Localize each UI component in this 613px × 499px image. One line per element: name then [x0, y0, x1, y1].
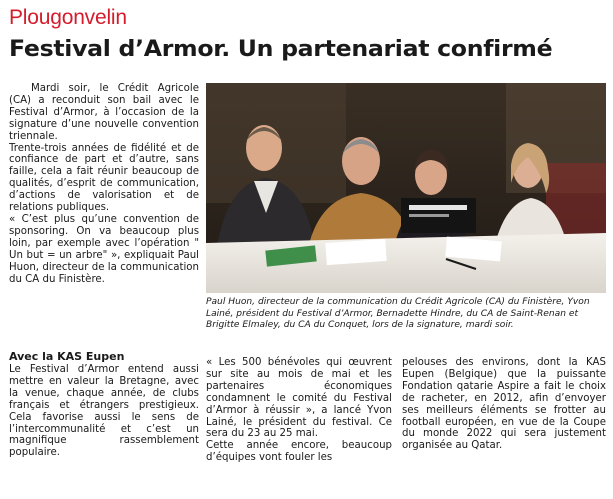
paragraph: « C’est plus qu’une convention de sponsoring. On va beaucoup plus loin, par exemple avec l’opération " Un but = un arbre" », expliquait Paul Huon, directeur de la communication du CA du Finistère.	[9, 213, 199, 285]
paragraph: pelouses des environs, dont la KAS Eupen (Belgique) que la puissante Fondation qatarie Aspire a fait le choix de racheter, en 2012, afin d’envoyer ses meilleurs éléments se frotter au football européen, en vue de la Coupe du monde 2022 qui sera justement organisée au Qatar.	[402, 357, 606, 452]
headline: Festival d’Armor. Un partenariat confirmé	[9, 36, 553, 62]
paragraph: Mardi soir, le Crédit Agricole (CA) a reconduit son bail avec le Festival d’Armor, à l’occasion de la signature d’une nouvelle convention triennale.	[9, 83, 199, 142]
article-column-3	[402, 357, 606, 452]
article-column-2	[206, 357, 392, 464]
paragraph: Trente-trois années de fidélité et de confiance de part et d’autre, sans faille, cela a fait réunir beaucoup de qualités, d’esprit de communication, d’actions de valorisation et de relations publiques.	[9, 142, 199, 214]
photo-illustration	[206, 83, 606, 293]
paragraph: « Les 500 bénévoles qui œuvrent sur site au mois de mai et les partenaires économiques condamnent le comité du Festival d’Armor à réussir », a lancé Yvon Lainé, le président du festival. Ce sera du 23 au 25 mai.	[206, 357, 392, 440]
paragraph: Le Festival d’Armor entend aussi mettre en valeur la Bretagne, avec la venue, chaque année, de clubs français et étrangers prestigieux. Cela favorise aussi le sens de l’intercommunalité et c’est un magnifique rassemblement populaire.	[9, 364, 199, 459]
photo-caption: Paul Huon, directeur de la communication du Crédit Agricole (CA) du Finistère, Yvon Lainé, président du Festival d’Armor, Bernadette Hindre, du CA de Saint-Renan et Brigitte Elmaley, du CA du Conquet, lors de la signature, mardi soir.	[206, 297, 590, 331]
article-column-1-lower	[9, 350, 199, 459]
article-column-1	[9, 83, 199, 285]
section-kicker: Plougonvelin	[9, 6, 127, 29]
paragraph: Cette année encore, beaucoup d’équipes vont fouler les	[206, 440, 392, 464]
article-photo	[206, 83, 606, 293]
subheading: Avec la KAS Eupen	[9, 350, 125, 363]
